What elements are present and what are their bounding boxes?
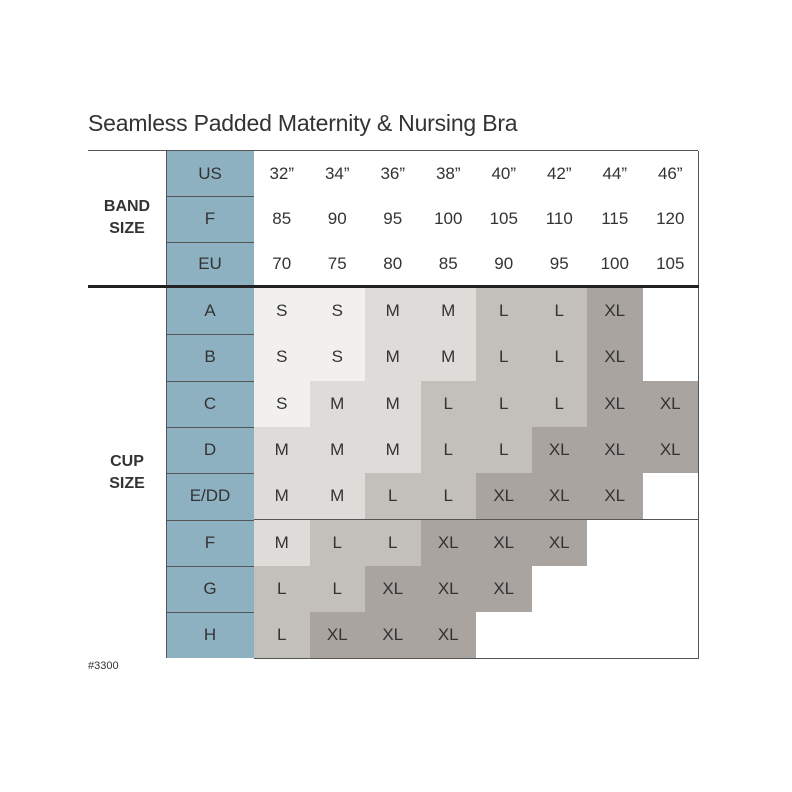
size-cell: S [310,334,367,381]
header-separator [166,381,255,382]
band-value-cell: 95 [365,196,422,242]
band-value-cell: 34” [310,151,367,197]
size-cell: L [532,334,589,381]
band-value-cell: 40” [476,151,533,197]
size-cell: S [310,288,367,335]
size-cell: XL [587,334,644,381]
band-system-eu: EU [198,254,222,274]
size-cell: XL [476,520,533,567]
cup-label-line-1: CUP [110,452,144,470]
band-value-cell: 95 [532,242,589,288]
size-cell [476,612,533,659]
size-cell [643,612,700,659]
band-value-cell: 70 [254,242,311,288]
size-cell: L [421,381,478,428]
size-cell [643,566,700,613]
header-separator [166,196,255,197]
band-size-label [88,148,166,287]
size-cell [643,288,700,335]
cup-size-label [88,287,166,658]
size-cell: L [310,566,367,613]
size-cell: XL [587,427,644,474]
header-separator [166,473,255,474]
size-cell: M [365,288,422,335]
cup-letter: H [203,625,217,645]
size-cell: L [421,427,478,474]
size-cell: M [310,427,367,474]
cup-letter: D [203,440,217,460]
size-cell: L [310,520,367,567]
cup-label-line-2: SIZE [109,474,145,492]
size-cell: M [365,334,422,381]
header-separator [166,427,255,428]
size-cell: S [254,334,311,381]
size-cell: XL [532,473,589,520]
size-cell: M [310,381,367,428]
size-cell: M [254,473,311,520]
size-cell: M [254,427,311,474]
band-label-line-2: SIZE [109,219,145,237]
band-value-cell: 120 [643,196,700,242]
size-chart-table [88,148,700,658]
size-cell: L [476,334,533,381]
band-value-cell: 90 [310,196,367,242]
size-cell: L [254,612,311,659]
size-cell: M [421,288,478,335]
band-system-us: US [198,163,222,183]
header-separator [166,242,255,243]
size-cell: L [421,473,478,520]
size-cell [587,520,644,567]
cup-letter: C [203,393,217,413]
band-value-cell: 36” [365,151,422,197]
band-value-cell: 105 [476,196,533,242]
band-system-f: F [204,208,216,228]
size-cell [532,566,589,613]
header-separator [166,566,255,567]
size-cell: XL [365,566,422,613]
size-cell: L [476,381,533,428]
band-value-cell: 85 [254,196,311,242]
size-cell: L [476,288,533,335]
size-cell [587,566,644,613]
product-code: #3300 [88,660,119,672]
size-cell: XL [587,288,644,335]
band-value-cell: 46” [643,151,700,197]
size-cell: XL [476,566,533,613]
size-cell: L [365,473,422,520]
cup-letter: A [204,301,216,321]
size-cell: XL [421,612,478,659]
size-cell: S [254,381,311,428]
band-value-cell: 105 [643,242,700,288]
band-value-cell: 42” [532,151,589,197]
size-cell: XL [421,520,478,567]
size-cell [532,612,589,659]
size-cell: M [365,427,422,474]
band-value-cell: 110 [532,196,589,242]
size-cell: L [532,381,589,428]
size-cell: XL [643,381,700,428]
size-cell [643,520,700,567]
size-cell: S [254,288,311,335]
band-label-line-1: BAND [103,197,151,215]
cup-letter: G [203,578,217,598]
size-cell: L [254,566,311,613]
size-cell: L [476,427,533,474]
band-value-cell: 38” [421,151,478,197]
band-value-cell: 100 [587,242,644,288]
band-value-cell: 100 [421,196,478,242]
header-separator [166,334,255,335]
cup-letter: F [204,532,216,552]
band-value-cell: 115 [587,196,644,242]
size-cell: M [254,520,311,567]
size-cell: M [365,381,422,428]
size-cell: XL [310,612,367,659]
size-cell [587,612,644,659]
band-value-cell: 80 [365,242,422,288]
size-cell: XL [365,612,422,659]
size-cell: XL [587,381,644,428]
size-cell: XL [643,427,700,474]
size-cell [643,334,700,381]
band-value-cell: 85 [421,242,478,288]
header-separator [166,520,255,521]
band-value-cell: 90 [476,242,533,288]
size-cell: XL [476,473,533,520]
size-cell: M [421,334,478,381]
page-title: Seamless Padded Maternity & Nursing Bra [88,110,518,136]
size-cell: M [310,473,367,520]
band-value-cell: 32” [254,151,311,197]
header-separator [166,612,255,613]
cup-letter: B [204,347,216,367]
size-cell: L [532,288,589,335]
size-cell [643,473,700,520]
size-cell: XL [587,473,644,520]
band-value-cell: 44” [587,151,644,197]
cup-letter: E/DD [189,486,231,506]
size-cell: L [365,520,422,567]
band-value-cell: 75 [310,242,367,288]
size-cell: XL [421,566,478,613]
size-cell: XL [532,520,589,567]
size-cell: XL [532,427,589,474]
